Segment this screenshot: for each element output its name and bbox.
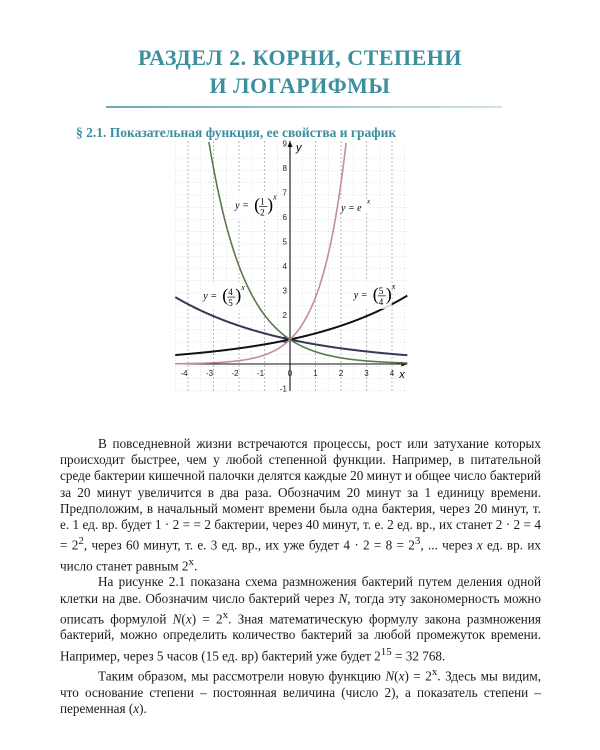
y-axis-label: y	[296, 142, 302, 155]
x-tick-label: -3	[205, 369, 214, 378]
label-five-fourths	[352, 281, 396, 309]
y-tick-label: 8	[282, 164, 287, 173]
paragraph-2: На рисунке 2.1 показана схема размножения бактерий путем деления одной клетки на две. Обозначим число бактерий через N, тогда эту закономерность можно описать формулой $N(x) = 2^x$. Зная математическую формулу закона размножения бактерий, можно определить количество бактерий за любой промежуток времени. Например, через 5 часов (15 ед. вр) бактерий уже будет $2^{15} = 32$ 768.	[60, 574, 541, 663]
label-denominator: 4	[378, 296, 384, 307]
y-tick-label: 2	[282, 311, 287, 320]
x-tick-label: 4	[389, 369, 395, 378]
title-divider	[106, 106, 502, 108]
paragraph-3: Таким образом, мы рассмотрели новую функцию $N(x) = 2^x$. Здесь мы видим, что основание степени – постоянная величина (число 2), а показатель степени – переменная (x).	[60, 666, 541, 716]
label-paren-left: (	[222, 285, 229, 306]
label-numerator: 1	[260, 196, 265, 207]
label-e	[340, 198, 371, 214]
label-numerator: 5	[378, 285, 384, 296]
y-tick-label: 1	[282, 335, 287, 345]
label-paren-right: )	[235, 285, 242, 306]
x-tick-label: -1	[256, 369, 265, 378]
label-numerator: 4	[228, 287, 233, 298]
label-prefix: y =	[235, 200, 249, 212]
y-tick-label: 6	[282, 213, 287, 222]
label-four-fifths	[201, 282, 245, 310]
chapter-title-line-2: И ЛОГАРИФМЫ	[209, 73, 391, 98]
y-tick-label: 9	[282, 139, 287, 149]
label-paren-right: )	[267, 194, 274, 215]
label-text: y = e	[341, 202, 362, 214]
label-paren-left: (	[372, 283, 379, 304]
chart-axes	[175, 141, 407, 391]
x-tick-label: 0	[287, 369, 293, 378]
label-paren-right: )	[385, 283, 392, 304]
chart-curves	[175, 139, 407, 364]
label-denominator: 2	[260, 207, 265, 218]
label-paren-left: (	[254, 194, 261, 215]
label-exponent: x	[391, 281, 396, 291]
chart-grid	[175, 141, 407, 391]
x-tick-label: 1	[313, 369, 318, 378]
label-denominator: 5	[228, 298, 233, 309]
label-prefix: y =	[203, 291, 217, 303]
x-tick-label: 3	[364, 369, 369, 378]
label-half	[233, 191, 277, 219]
x-axis-label: x	[399, 369, 405, 381]
label-exponent: x	[241, 283, 245, 293]
y-tick-label: -1	[279, 384, 287, 394]
label-prefix: y =	[353, 289, 368, 301]
label-exponent: x	[367, 197, 371, 206]
exponential-chart	[168, 139, 420, 425]
y-tick-label: 5	[282, 237, 287, 247]
y-axis-arrow	[288, 141, 293, 147]
section-title: § 2.1. Показательная функция, ее свойства и график	[76, 125, 397, 140]
label-exponent: x	[273, 192, 277, 202]
chapter-title	[0, 44, 600, 100]
y-tick-label: 7	[282, 188, 287, 198]
x-tick-label: -4	[180, 369, 188, 378]
body-text	[60, 436, 541, 717]
x-tick-label: 2	[338, 369, 344, 378]
x-tick-label: -2	[231, 369, 239, 378]
chart-ticks	[180, 140, 394, 394]
exponential-functions-figure	[168, 139, 420, 425]
paragraph-1: В повседневной жизни встречаются процессы, рост или затухание которых происходит быстрее, чем у любой степенной функции. Например, в питательной среде бактерии кишечной палочки делятся каждые 20 минут и общее число бактерий за 20 минут увеличится в два раза. Обозначим 20 минут за 1 единицу времени. Предположим, в начальный момент времени была одна бактерия, через 20 минут, т. е. 1 ед. вр. будет 1 · 2 = = 2 бактерии, через 40 минут, т. е. 2 ед. вр., их станет $2 \cdot 2 = 4 = 2^2$, через 60 минут, т. е. 3 ед. вр., их уже будет $4 \cdot 2 = 8 = 2^3$, ... через x ед. вр. их число станет равным 2$^x$.	[60, 436, 541, 574]
y-tick-label: 3	[282, 286, 287, 296]
y-tick-label: 4	[282, 262, 287, 271]
chapter-title-line-1: РАЗДЕЛ 2. КОРНИ, СТЕПЕНИ	[137, 45, 463, 70]
